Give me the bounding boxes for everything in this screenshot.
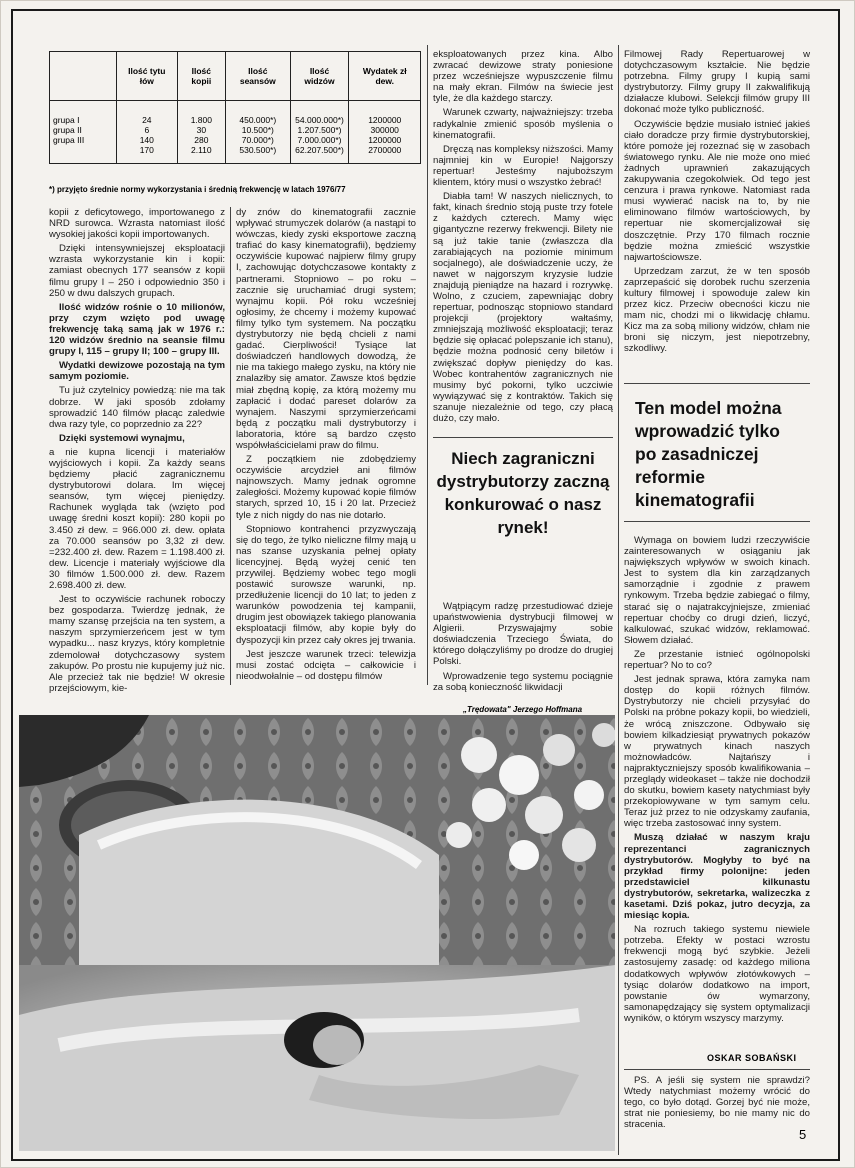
- table-footnote: *) przyjęto średnie normy wykorzystania i średnią frekwencję w latach 1976/77: [49, 185, 346, 194]
- table-header-row: [50, 52, 421, 101]
- postscript: [624, 1075, 810, 1133]
- paragraph: Dzięki intensywniejszej eksploatacji wzrasta wykorzystanie kin i kopii: zamiast obecnych 177 seansów z kopii filmu grupy I – 250 i odpowiednio 350 i 250 w dwu dalszych grupach.: [49, 243, 225, 299]
- article-column-1: [49, 207, 225, 697]
- paragraph: Wprowadzenie tego systemu pociągnie za sobą konieczność likwidacji: [433, 670, 613, 693]
- row-label: grupa I: [53, 115, 80, 125]
- paragraph: Wydatki dewizowe pozostają na tym samym poziomie.: [49, 360, 225, 383]
- paragraph: Jest jednak sprawa, która zamyka nam dostęp do kopii różnych filmów. Dystrybutorzy nie chcieli przysyłać do Polski na próbne pokazy kopii, bo wiedzieli, że wrócą zniszczone. Odbywało się bowiem kilkadziesiąt prywatnych pokazów w prywatnych kinach naszych możnowładców. Najtańszy i najpraktyczniejszy sposób kwalifikowania – przeglądy wideokaset – także nie dochodził do skutku, bowiem kasety natychmiast były przekopiowywane w tym samym celu. Teraz już przez to nie odzyskamy zaufania, więc trzeba zastosować inny system.: [624, 674, 810, 830]
- paragraph: Filmowej Rady Repertuarowej w dotychczasowym kształcie. Nie będzie potrzebna. Filmy grupy I kupią sami dystrybutorzy. Filmy grupy II zakwalifikują działacze klubowi. Selekcji filmów grupy III dokonać może tylko publiczność.: [624, 49, 810, 116]
- paragraph: Uprzedzam zarzut, że w ten sposób zaprzepaścić się dorobek ruchu szerzenia kultury filmowej i spowoduje zalew kin przez kicz. Przeciw obecności kiczu nie mam nic, chodzi mi o likwidację chłamu. Kicz ma za sobą miliony widzów, chłam nie broni się niczym, jest niepotrzebny, szkodliwy.: [624, 265, 810, 355]
- cell-value: 1200000: [368, 115, 402, 125]
- table-corner: [50, 52, 117, 101]
- paragraph: Muszą działać w naszym kraju reprezentanci zagranicznych dystrybutorów. Mogłyby to być na przykład firmy polonijne: jeden przedstawiciel kilkunastu dystrybutorów, sekretarka, walizeczka z kasetami. Dziś pokaz, jutro decyzja, za miesiąc kopia.: [624, 832, 810, 922]
- table-row: [50, 101, 421, 164]
- table-cell: [290, 101, 349, 164]
- subheading: Dzięki systemowi wynajmu,: [59, 432, 185, 444]
- statistics-table: [49, 51, 421, 164]
- paragraph: dy znów do kinematografii zacznie wpływać strumyczek dolarów (a nastąpi to wówczas, kiedy zyski eksportowe zaczną trafiać do kasy kinematografii), będziemy oczywiście kupować najpierw filmy grupy I, zachowując dotychczasowe kontakty z partnerami. Stopniowo – po roku – zacznie się uruchamiać drugi system; wynajmu kopii. Pół roku wcześniej ogłosimy, że chcemy i możemy kupować filmy tylko tym systemem. Na początku dystrybutorzy nie będą chcieli z nami gadać. Cierpliwości! Tysiące lat doświadczeń handlowych dowodzą, że nie ma takiego małego zysku, na który nie znalazłby się amator. Zawsze ktoś będzie miał zbędną kopię, za którą możemy mu zapłacić i dodać pareset dolarów za wynajem. Naszymi sprzymierzeńcami będą z początku mali dystrybutorzy i laboratoria, które są bardzo często współwłaścicielami praw do filmu.: [236, 207, 416, 451]
- headline-reform: Ten model można wprowadzić tylko po zasadniczej reformie kinematografii: [635, 398, 782, 510]
- section-divider: [624, 1069, 810, 1070]
- article-column-3: [433, 49, 613, 427]
- cell-value: 2700000: [368, 145, 402, 155]
- paragraph: Z początkiem nie zdobędziemy oczywiście arcydzieł ani filmów najnowszych. Mamy jednak ogromne zaległości. Możemy kupować kopie filmów starych, sprzed 10, 15 i 20 lat. Przecież tyle z nich nigdy do nas nie dotarło.: [236, 454, 416, 521]
- paragraph: Na rozruch takiego systemu niewiele potrzeba. Efekty w postaci wzrostu frekwencji mogą być szybkie. Jeżeli zastosujemy zasadę: od każdego miliona dodatkowych wpływów złotówkowych – tysiąc dolarów dodatkowo na import, powstanie ów wymarzony, samonapędzający się system optymalizacji wyników, o którym wszyscy marzymy.: [624, 924, 810, 1024]
- paragraph: Diabła tam! W naszych nielicznych, to fakt, kinach średnio stoją puste trzy fotele z każdych czterech. Mamy więc gigantyczne rezerwy frekwencji. Bilety nie są już takie tanie (zwłaszcza dla zarabiających na poziomie minimum socjalnego), ale doświadczenie uczy, że nawet w najgorszym kryzysie ludzie znajdują pieniądze na hazard i rozrywkę. Wolno, z czuciem, zapewniając dobry repertuar, podnosząc stopniowo standard projekcji (projektory wałtaśmy, zmniejszają możliwość eksploatacji; teraz będzie się opłacać polepszanie ich stanu), będzie można podnosić ceny biletów i zwiększać dopływ pieniędzy do kas. Wobec kontrahentów zagranicznych nie musimy być pokorni, tylko uczciwie wywiązywać się z kontraktów. Takich się szanuje niezależnie od tego, czy płacą dużo, czy mało.: [433, 191, 613, 424]
- table-cell-label: [50, 101, 117, 164]
- row-label: grupa II: [53, 125, 82, 135]
- article-column-4b: [624, 535, 810, 1027]
- cell-value: 6: [144, 125, 150, 135]
- article-column-3b: [433, 601, 613, 696]
- cell-value: 24: [142, 115, 152, 125]
- paragraph: Dręczą nas kompleksy niższości. Mamy najmniej kin w Europie! Najgorszy repertuar! Jesteśmy najuboższym klientem, który musi o wszystko żebrać!: [433, 143, 613, 189]
- headline-competition: Niech zagraniczni dystrybutorzy zaczną konkurować o nasz rynek!: [436, 449, 610, 537]
- cell-value: 70.000*): [241, 135, 274, 145]
- cell-value: 1.800: [190, 115, 212, 125]
- paragraph: Jest to oczywiście rachunek roboczy bez gospodarza. Twierdzę jednak, że mamy szansę przejścia na ten system, a naszym sprzymierzeńcem jest w tym wypadku... nasz kryzys, który kompletnie zdemolował dotychczasowy system zakupów. Po prostu nie kupujemy już nic. Ale przecież tak nie będzie! W okresie przejściowym, kie-: [49, 594, 225, 694]
- cell-value: 140: [139, 135, 154, 145]
- cell-value: 30: [196, 125, 207, 135]
- section-divider: [433, 437, 613, 438]
- table-header: Ilość widzów: [290, 52, 349, 101]
- film-still-image: [19, 715, 615, 1151]
- paragraph: PS. A jeśli się system nie sprawdzi? Wtedy natychmiast możemy wrócić do tego, co było dotąd. Gorzej być nie może, strat nie poniesiemy, bo nie mamy nic do stracenia.: [624, 1075, 810, 1131]
- section-divider: [624, 383, 810, 384]
- table-cell: [117, 101, 178, 164]
- paragraph: Wymaga on bowiem ludzi rzeczywiście zainteresowanych w osiąganiu jak największych wpływów w swoich kinach. Jest to system dla kin zarządzanych samorządnie i zgodnie z prawem rynkowym. Trzeba będzie zabiegać o filmy, starać się o najatrakcyjniejsze, zmieniać repertuar choćby co drugi dzień, liczyć, kalkulować, szukać widzów, reklamować. Słowem działać.: [624, 535, 810, 646]
- cell-value: 10.500*): [241, 125, 274, 135]
- cell-value: 530.500*): [239, 145, 277, 155]
- cell-value: 450.000*): [239, 115, 277, 125]
- paragraph: Wątpiącym radzę przestudiować dzieje upaństwowienia dystrybucji filmowej w Algierii. Przyswajajmy sobie doświadczenia Trzeciego Świata, do którego dołączyliśmy po drodze do drugiej Polski.: [433, 601, 613, 668]
- cell-value: 300000: [370, 125, 399, 135]
- cell-value: 170: [139, 145, 154, 155]
- table-cell: [349, 101, 421, 164]
- article-column-4: [624, 49, 810, 358]
- cell-value: 1.207.500*): [297, 125, 342, 135]
- table-header: Ilość tytu łów: [117, 52, 178, 101]
- cell-value: 2.110: [191, 145, 212, 155]
- paragraph: Ilość widzów rośnie o 10 milionów, przy czym wzięto pod uwagę frekwencję taką samą jak w 1976 r.: 120 widzów średnio na seansie filmu grupy I, 115 – grupy II; 100 – grupy III.: [49, 301, 225, 358]
- cell-value: 62.207.500*): [295, 145, 344, 155]
- paragraph: eksploatowanych przez kina. Albo zwracać dewizowe straty poniesione przez wcześniejsze wypuszczenie filmu na mały ekran. Filmów na świecie jest tyle, że dla każdego starczy.: [433, 49, 613, 105]
- paragraph: Tu już czytelnicy powiedzą: nie ma tak dobrze. W jaki sposób zdołamy sprowadzić 140 filmów płacąc zaledwie dwa razy tyle, co poprzednio za 22?: [49, 385, 225, 430]
- row-label: [53, 145, 113, 155]
- paragraph: Ze przestanie istnieć ogólnopolski repertuar? No to co?: [624, 648, 810, 672]
- author-signature: OSKAR SOBAŃSKI: [707, 1053, 797, 1063]
- column-divider: [230, 207, 231, 685]
- page-number: 5: [799, 1127, 807, 1142]
- cell-value: 1200000: [368, 135, 402, 145]
- cell-value: 54.000.000*): [295, 115, 344, 125]
- cell-value: 7.000.000*): [297, 135, 342, 145]
- table-header: Wydatek zł dew.: [349, 52, 421, 101]
- row-label: grupa III: [53, 135, 85, 145]
- paragraph: a nie kupna licencji i materiałów wyjściowych i kopii. Za każdy seans będziemy płacić zagranicznemu dystrybutorowi dolara. Im więcej seansów, tym więcej pieniędzy. Rachunek wygląda tak (wzięto pod uwagę średni koszt kopii): 280 kopii po 3.450 zł dew. = 966.000 zł. dew. opłata za 70.000 seansów po 3,32 zł dew. =232.400 zł. dew. Razem = 1.198.400 zł. dew. Licencje i materiały wyjściowe dla 30 filmów 1.500.000 zł. dew. Razem 2.698.400 zł. dew.: [49, 446, 225, 591]
- paragraph: kopii z deficytowego, importowanego z NRD surowca. Wzrasta natomiast ilość wysokiej jakości kopii importowanych.: [49, 207, 225, 241]
- paragraph: Stopniowo kontrahenci przyzwyczają się do tego, że tylko nieliczne filmy mają u nas szanse uzyskania pełnej opłaty licencyjnej. Będą wyżej cenić ten przywilej. Będziemy wobec tego mogli postawić surowsze warunki, np. przedłużenie licencji do 10 lat; to jeden z warunków powodzenia tej kampanii, drugim jest obowiązek takiego planowania eksploatacji filmów, aby kopie były do dyspozycji kin przez cały okres jej trwania.: [236, 523, 416, 646]
- table-header: Ilość seansów: [226, 52, 291, 101]
- article-column-2: [236, 207, 416, 685]
- paragraph: Jest jeszcze warunek trzeci: telewizja musi zostać odcięta – całkowicie i nieodwołalnie – od dostępu filmów: [236, 648, 416, 682]
- paragraph: Warunek czwarty, najważniejszy: trzeba radykalnie zmienić sposób myślenia o kinematografii.: [433, 107, 613, 141]
- table-header: Ilość kopii: [177, 52, 225, 101]
- photo-caption: „Trędowata" Jerzego Hoffmana: [463, 705, 583, 714]
- table-cell: [226, 101, 291, 164]
- cell-value: 280: [194, 135, 209, 145]
- paragraph: Oczywiście będzie musiało istnieć jakieś ciało doradcze przy firmie dystrybutorskiej, które pomoże jej rozeznać się w zasobach światowego rynku. Ale nie może ono mieć żadnych uprawnień zakazujących zakupywania czegokolwiek. Od tego jest cenzura i prawa rynkowe. Natomiast rada musi wywierać nacisk na to, by nie eliminowano filmów wartościowych, by repertuar nie skomercjalizował się doszczętnie. Przy 170 filmach rocznie będzie można zmieścić wszystkie najwartościowsze.: [624, 118, 810, 263]
- section-divider: [624, 521, 810, 522]
- table-cell: [177, 101, 225, 164]
- film-still-photo: [19, 715, 615, 1151]
- column-divider: [618, 45, 619, 1155]
- column-divider: [427, 45, 428, 685]
